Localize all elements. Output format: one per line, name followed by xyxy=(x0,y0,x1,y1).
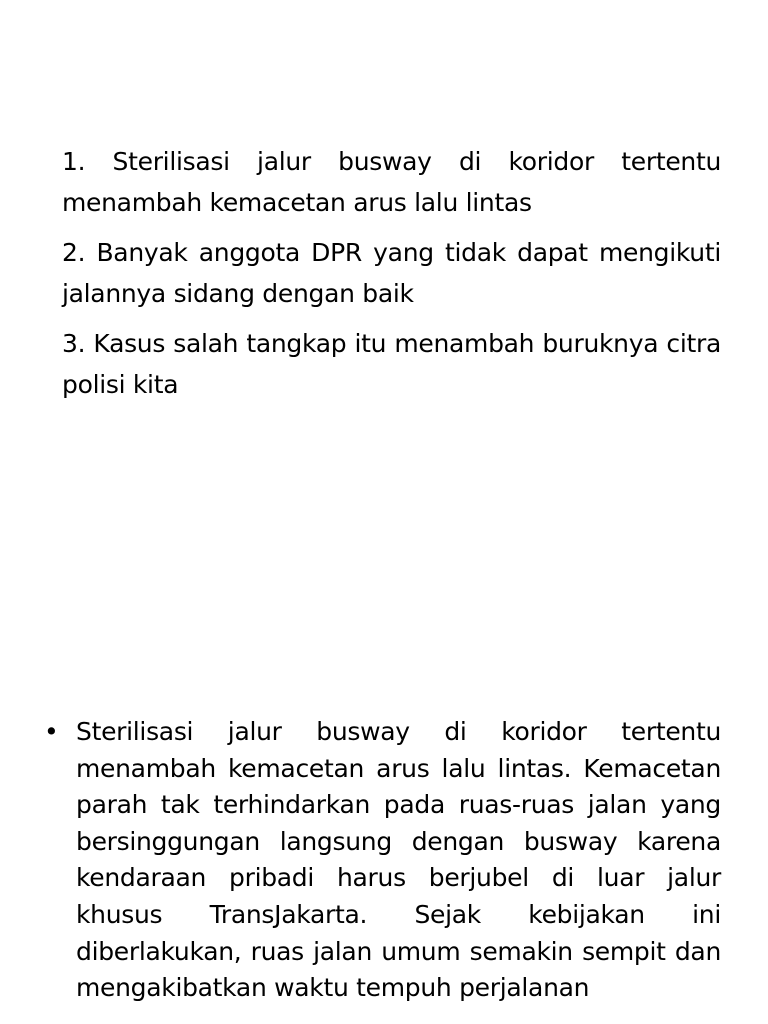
bullet-item xyxy=(44,714,721,1007)
bullet-dot-icon: • xyxy=(44,717,59,746)
slide-bullet-explanation xyxy=(0,512,768,1024)
numbered-list xyxy=(62,141,721,414)
list-item: 1. Sterilisasi jalur busway di koridor tertentu menambah kemacetan arus lalu lintas xyxy=(62,147,721,217)
bullet-list xyxy=(44,714,721,1007)
list-item: 2. Banyak anggota DPR yang tidak dapat mengikuti jalannya sidang dengan baik xyxy=(62,238,721,308)
list-item: 3. Kasus salah tangkap itu menambah buruknya citra polisi kita xyxy=(62,329,721,399)
bullet-text: Sterilisasi jalur busway di koridor tertentu menambah kemacetan arus lalu lintas. Kemacetan parah tak terhindarkan pada ruas-ruas jalan yang bersinggungan langsung dengan busway karena kendaraan pribadi harus berjubel di luar jalur khusus TransJakarta. Sejak kebijakan ini diberlakukan, ruas jalan umum semakin sempit dan mengakibatkan waktu tempuh perjalanan xyxy=(76,717,721,1003)
